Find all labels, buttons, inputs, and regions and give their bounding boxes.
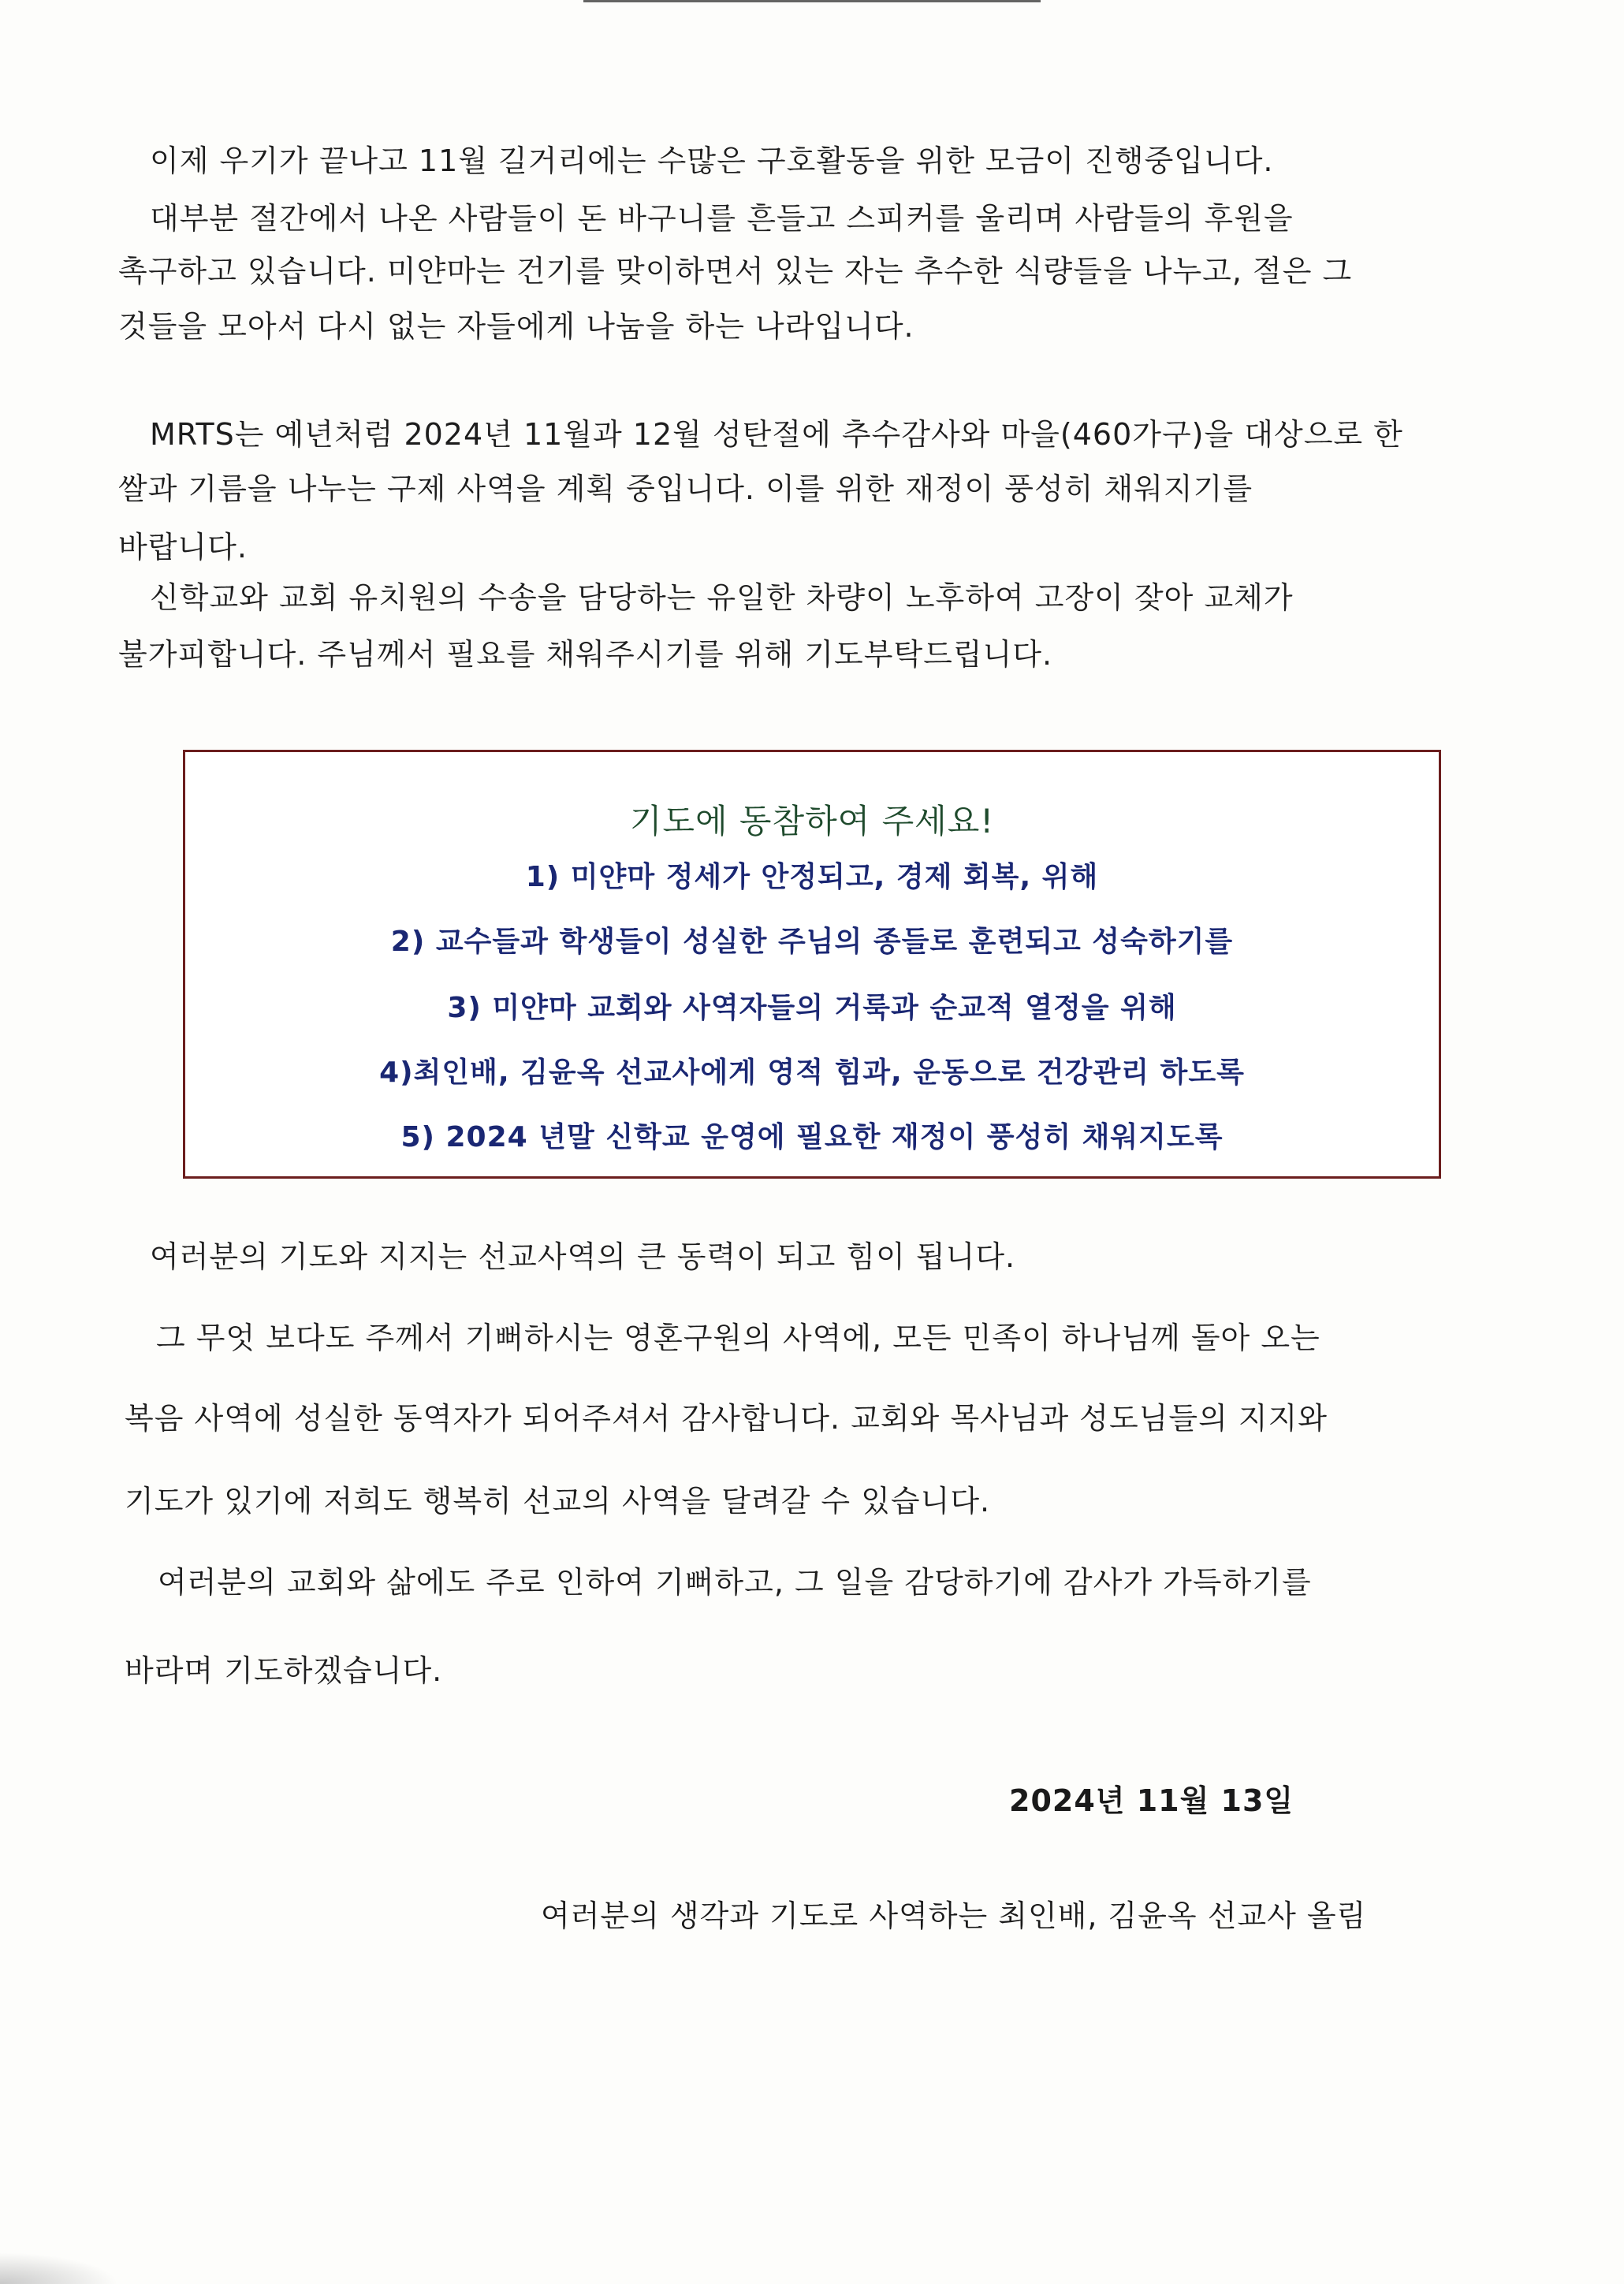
prayer-item-3: 3) 미얀마 교회와 사역자들의 거룩과 순교적 열정을 위해 — [447, 992, 1177, 1024]
paragraph2-line-1: MRTS는 예년처럼 2024년 11월과 12월 성탄절에 추수감사와 마을(460가구)을 대상으로 한 — [150, 417, 1403, 452]
paragraph3-line-4: 기도가 있기에 저희도 행복히 선교의 사역을 달려갈 수 있습니다. — [125, 1484, 991, 1518]
paragraph3-line-1: 여러분의 기도와 지지는 선교사역의 큰 동력이 되고 힘이 됩니다. — [150, 1239, 1016, 1274]
letter-date: 2024년 11월 13일 — [1009, 1783, 1294, 1818]
prayer-box-title: 기도에 동참하여 주세요! — [629, 802, 995, 840]
paragraph1-line-3: 촉구하고 있습니다. 미얀마는 건기를 맞이하면서 있는 자는 추수한 식량들을 나누고, 절은 그 — [118, 254, 1353, 289]
paragraph3-line-5: 여러분의 교회와 삶에도 주로 인하여 기뻐하고, 그 일을 감당하기에 감사가 가득하기를 — [158, 1565, 1312, 1600]
paragraph2-line-5: 불가피합니다. 주님께서 필요를 채워주시기를 위해 기도부탁드립니다. — [118, 637, 1053, 672]
scan-smudge — [0, 2252, 118, 2284]
paragraph1-line-2: 대부분 절간에서 나온 사람들이 돈 바구니를 흔들고 스피커를 울리며 사람들의 후원을 — [150, 201, 1294, 236]
letter-signature: 여러분의 생각과 기도로 사역하는 최인배, 김윤옥 선교사 올림 — [541, 1898, 1367, 1933]
paragraph3-line-6: 바라며 기도하겠습니다. — [125, 1653, 443, 1688]
prayer-item-1: 1) 미얀마 정세가 안정되고, 경제 회복, 위해 — [525, 861, 1099, 893]
paragraph2-line-2: 쌀과 기름을 나누는 구제 사역을 계획 중입니다. 이를 위한 재정이 풍성히 채워지기를 — [118, 471, 1253, 506]
prayer-request-box — [183, 750, 1441, 1179]
paragraph2-line-4: 신학교와 교회 유치원의 수송을 담당하는 유일한 차량이 노후하여 고장이 잦아 교체가 — [150, 580, 1294, 615]
prayer-item-5: 5) 2024 년말 신학교 운영에 필요한 재정이 풍성히 채워지도록 — [400, 1121, 1224, 1153]
top-edge-line — [583, 0, 1041, 2]
prayer-item-2: 2) 교수들과 학생들이 성실한 주님의 종들로 훈련되고 성숙하기를 — [390, 926, 1234, 958]
paragraph3-line-2: 그 무엇 보다도 주께서 기뻐하시는 영혼구원의 사역에, 모든 민족이 하나님께 돌아 오는 — [156, 1321, 1320, 1355]
paragraph3-line-3: 복음 사역에 성실한 동역자가 되어주셔서 감사합니다. 교회와 목사님과 성도님들의 지지와 — [125, 1401, 1328, 1436]
paragraph1-line-4: 것들을 모아서 다시 없는 자들에게 나눔을 하는 나라입니다. — [118, 309, 914, 344]
paragraph2-line-3: 바랍니다. — [118, 530, 248, 564]
paragraph1-line-1: 이제 우기가 끝나고 11월 길거리에는 수많은 구호활동을 위한 모금이 진행중입니다. — [150, 143, 1274, 178]
prayer-item-4: 4)최인배, 김윤옥 선교사에게 영적 힘과, 운동으로 건강관리 하도록 — [379, 1056, 1245, 1089]
